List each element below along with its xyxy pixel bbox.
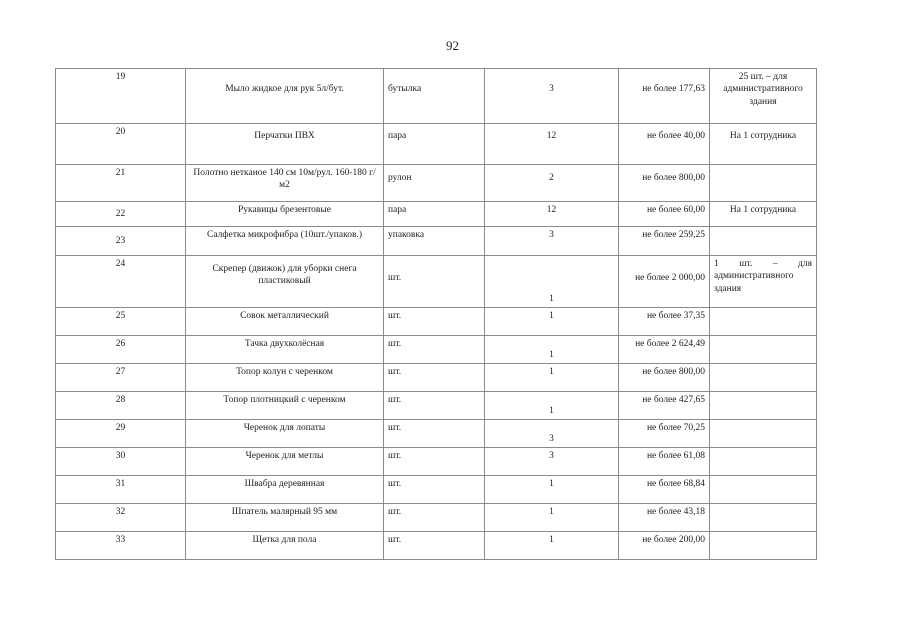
item-note xyxy=(710,392,817,420)
item-unit: шт. xyxy=(384,256,485,308)
table-row xyxy=(56,420,817,448)
item-quantity: 3 xyxy=(485,420,619,448)
item-unit: шт. xyxy=(384,308,485,336)
item-quantity: 1 xyxy=(485,256,619,308)
item-price: не более 427,65 xyxy=(619,392,710,420)
item-name: Тачка двухколёсная xyxy=(186,336,384,364)
item-unit: шт. xyxy=(384,448,485,476)
row-number: 21 xyxy=(56,165,186,202)
row-number: 22 xyxy=(56,202,186,227)
item-unit: шт. xyxy=(384,532,485,560)
table-row xyxy=(56,476,817,504)
item-unit: пара xyxy=(384,202,485,227)
row-number: 20 xyxy=(56,124,186,165)
row-number: 19 xyxy=(56,69,186,124)
item-price: не более 800,00 xyxy=(619,165,710,202)
item-name: Черенок для метлы xyxy=(186,448,384,476)
item-unit: шт. xyxy=(384,476,485,504)
item-name: Топор колун с черенком xyxy=(186,364,384,392)
item-note xyxy=(710,336,817,364)
table-row xyxy=(56,532,817,560)
item-name: Перчатки ПВХ xyxy=(186,124,384,165)
item-note xyxy=(710,308,817,336)
table-row xyxy=(56,392,817,420)
item-price: не более 2 624,49 xyxy=(619,336,710,364)
item-unit: шт. xyxy=(384,392,485,420)
page-number: 92 xyxy=(446,38,459,53)
item-quantity: 3 xyxy=(485,69,619,124)
item-quantity: 12 xyxy=(485,202,619,227)
item-name: Швабра деревянная xyxy=(186,476,384,504)
item-name: Совок металлический xyxy=(186,308,384,336)
item-quantity: 1 xyxy=(485,308,619,336)
item-note xyxy=(710,532,817,560)
item-unit: шт. xyxy=(384,364,485,392)
item-quantity: 1 xyxy=(485,364,619,392)
item-name: Рукавицы брезентовые xyxy=(186,202,384,227)
item-name: Салфетка микрофибра (10шт./упаков.) xyxy=(186,227,384,256)
row-number: 28 xyxy=(56,392,186,420)
table-row xyxy=(56,69,817,124)
item-price: не более 259,25 xyxy=(619,227,710,256)
item-note xyxy=(710,476,817,504)
item-note xyxy=(710,504,817,532)
item-note xyxy=(710,448,817,476)
row-number: 27 xyxy=(56,364,186,392)
item-price: не более 60,00 xyxy=(619,202,710,227)
items-table xyxy=(55,68,817,560)
item-unit: шт. xyxy=(384,504,485,532)
item-note xyxy=(710,227,817,256)
item-name: Щетка для пола xyxy=(186,532,384,560)
row-number: 25 xyxy=(56,308,186,336)
row-number: 29 xyxy=(56,420,186,448)
item-price: не более 61,08 xyxy=(619,448,710,476)
item-note xyxy=(710,165,817,202)
item-note: 25 шт. – для административного здания xyxy=(710,69,817,124)
item-note: На 1 сотрудника xyxy=(710,202,817,227)
item-price: не более 70,25 xyxy=(619,420,710,448)
item-quantity: 1 xyxy=(485,504,619,532)
item-unit: шт. xyxy=(384,336,485,364)
item-quantity: 1 xyxy=(485,336,619,364)
row-number: 31 xyxy=(56,476,186,504)
item-quantity: 1 xyxy=(485,476,619,504)
table-row xyxy=(56,256,817,308)
table-row xyxy=(56,336,817,364)
item-unit: пара xyxy=(384,124,485,165)
item-unit: бутылка xyxy=(384,69,485,124)
item-note xyxy=(710,420,817,448)
table-row xyxy=(56,124,817,165)
item-price: не более 800,00 xyxy=(619,364,710,392)
row-number: 23 xyxy=(56,227,186,256)
row-number: 24 xyxy=(56,256,186,308)
item-price: не более 2 000,00 xyxy=(619,256,710,308)
item-price: не более 40,00 xyxy=(619,124,710,165)
item-price: не более 43,18 xyxy=(619,504,710,532)
item-quantity: 3 xyxy=(485,227,619,256)
item-name: Черенок для лопаты xyxy=(186,420,384,448)
row-number: 32 xyxy=(56,504,186,532)
item-unit: рулон xyxy=(384,165,485,202)
item-quantity: 3 xyxy=(485,448,619,476)
item-name: Топор плотницкий с черенком xyxy=(186,392,384,420)
row-number: 26 xyxy=(56,336,186,364)
table-row xyxy=(56,448,817,476)
item-note xyxy=(710,364,817,392)
item-price: не более 37,35 xyxy=(619,308,710,336)
item-unit: упаковка xyxy=(384,227,485,256)
item-price: не более 177,63 xyxy=(619,69,710,124)
table-row xyxy=(56,165,817,202)
item-quantity: 12 xyxy=(485,124,619,165)
item-quantity: 1 xyxy=(485,392,619,420)
item-name: Полотно нетканое 140 см 10м/рул. 160-180 г/м2 xyxy=(186,165,384,202)
item-quantity: 1 xyxy=(485,532,619,560)
item-note: На 1 сотрудника xyxy=(710,124,817,165)
item-price: не более 68,84 xyxy=(619,476,710,504)
table-row xyxy=(56,202,817,227)
item-note: 1 шт. – для административного здания xyxy=(710,256,817,308)
item-quantity: 2 xyxy=(485,165,619,202)
item-name: Мыло жидкое для рук 5л/бут. xyxy=(186,69,384,124)
table-row xyxy=(56,364,817,392)
item-unit: шт. xyxy=(384,420,485,448)
row-number: 33 xyxy=(56,532,186,560)
table-row xyxy=(56,308,817,336)
table-row xyxy=(56,504,817,532)
item-price: не более 200,00 xyxy=(619,532,710,560)
item-name: Скрепер (движок) для уборки снега пластиковый xyxy=(186,256,384,308)
item-name: Шпатель малярный 95 мм xyxy=(186,504,384,532)
table-row xyxy=(56,227,817,256)
row-number: 30 xyxy=(56,448,186,476)
